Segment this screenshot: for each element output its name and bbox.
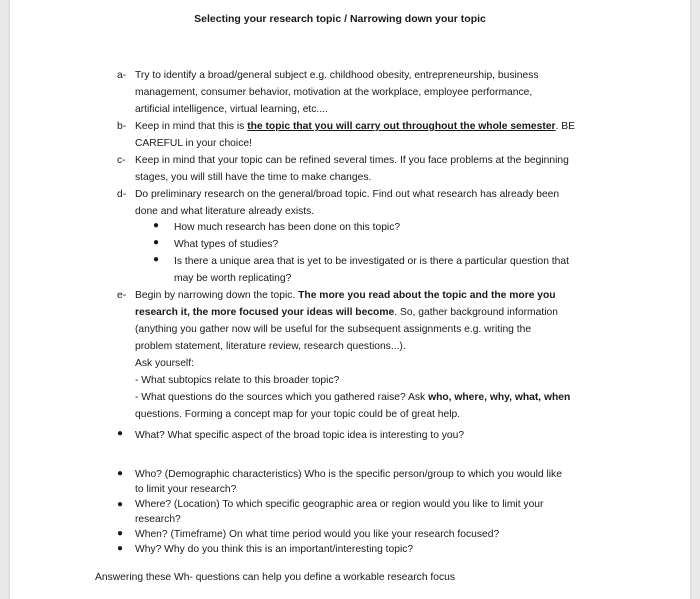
footer-text: Answering these Wh- questions can help you define a workable research focus xyxy=(95,572,456,583)
item-a-marker: a- xyxy=(117,70,127,81)
item-e-line-1 xyxy=(135,287,665,304)
item-b-line-1 xyxy=(135,118,655,135)
item-e-line-8: questions. Forming a concept map for your topic could be of great help. xyxy=(135,409,461,420)
item-e-line-5: Ask yourself: xyxy=(135,358,194,369)
item-d-line-1: Do preliminary research on the general/broad topic. Find out what research has already been xyxy=(135,189,560,200)
wh-bullet-5: Why? Why do you think this is an important/interesting topic? xyxy=(135,544,414,555)
bullet-icon: ● xyxy=(117,468,124,479)
item-a-line-1: Try to identify a broad/general subject e.g. childhood obesity, entrepreneurship, business xyxy=(135,70,539,81)
item-e-line-1-pre: Begin by narrowing down the topic. xyxy=(135,290,299,301)
item-b-emphasis: the topic that you will carry out throughout the whole semester xyxy=(247,121,556,132)
wh-bullet-3-line-2: research? xyxy=(135,514,181,525)
wh-bullet-3 xyxy=(135,497,655,527)
item-b-post: . BE xyxy=(555,121,576,132)
wh-bullet-4: When? (Timeframe) On what time period would you like your research focused? xyxy=(135,529,500,540)
bullet-icon: ● xyxy=(153,220,160,231)
item-e-line-7-pre: - What questions do the sources which you gathered raise? Ask xyxy=(135,392,429,403)
wh-bullet-3-line-1: Where? (Location) To which specific geographic area or region would you like to limit your xyxy=(135,499,544,510)
item-c-marker: c- xyxy=(117,155,126,166)
bullet-icon: ● xyxy=(117,543,124,554)
item-d-marker: d- xyxy=(117,189,127,200)
item-a-text xyxy=(135,67,655,118)
bullet-icon: ● xyxy=(153,254,160,265)
item-e-line-7 xyxy=(135,389,665,406)
bullet-icon: ● xyxy=(153,237,160,248)
item-e-line-2-bold: research it, the more focused your ideas will become xyxy=(135,307,395,318)
item-d-bullet-3-line-1: Is there a unique area that is yet to be investigated or is there a particular question that xyxy=(174,256,569,267)
item-c-line-2: stages, you will still have the time to make changes. xyxy=(135,172,372,183)
item-d-bullet-3-line-2: may be worth replicating? xyxy=(174,273,292,284)
item-d-bullet-3 xyxy=(174,253,614,287)
wh-bullet-2-line-2: to limit your research? xyxy=(135,484,237,495)
bullet-icon: ● xyxy=(117,528,124,539)
item-c-line-1: Keep in mind that your topic can be refined several times. If you face problems at the beginning xyxy=(135,155,569,166)
item-e-line-4: problem statement, literature review, research questions...). xyxy=(135,341,406,352)
item-e-line-1-bold: The more you read about the topic and the more you xyxy=(298,290,556,301)
item-e-line-6: - What subtopics relate to this broader topic? xyxy=(135,375,340,386)
item-d-text xyxy=(135,186,655,220)
page-title: Selecting your research topic / Narrowing down your topic xyxy=(194,13,486,25)
item-d-bullet-2: What types of studies? xyxy=(174,239,279,250)
item-b-text xyxy=(135,118,655,152)
item-c-text xyxy=(135,152,665,186)
bullet-icon: ● xyxy=(117,428,124,439)
wh-bullet-2 xyxy=(135,467,655,497)
bullet-icon: ● xyxy=(117,499,124,510)
item-e-line-2-post: . So, gather background information xyxy=(394,307,558,318)
item-e-line-3: (anything you gather now will be useful for the subsequent assignments e.g. writing the xyxy=(135,324,532,335)
item-d-line-2: done and what literature already exists. xyxy=(135,206,315,217)
item-a-line-3: artificial intelligence, virtual learning, etc.... xyxy=(135,104,328,115)
wh-bullet-2-line-1: Who? (Demographic characteristics) Who is the specific person/group to which you would like xyxy=(135,469,562,480)
item-b-marker: b- xyxy=(117,121,127,132)
item-e-line-7-bold: who, where, why, what, when xyxy=(428,392,571,403)
item-e-line-2 xyxy=(135,304,665,321)
item-a-line-2: management, consumer behavior, motivation at the workplace, employee performance, xyxy=(135,87,533,98)
item-e-marker: e- xyxy=(117,290,127,301)
item-e-text xyxy=(135,287,665,423)
wh-bullet-1: What? What specific aspect of the broad topic idea is interesting to you? xyxy=(135,430,465,441)
item-d-bullet-1: How much research has been done on this topic? xyxy=(174,222,401,233)
item-b-line-2: CAREFUL in your choice! xyxy=(135,138,252,149)
item-b-pre: Keep in mind that this is xyxy=(135,121,248,132)
